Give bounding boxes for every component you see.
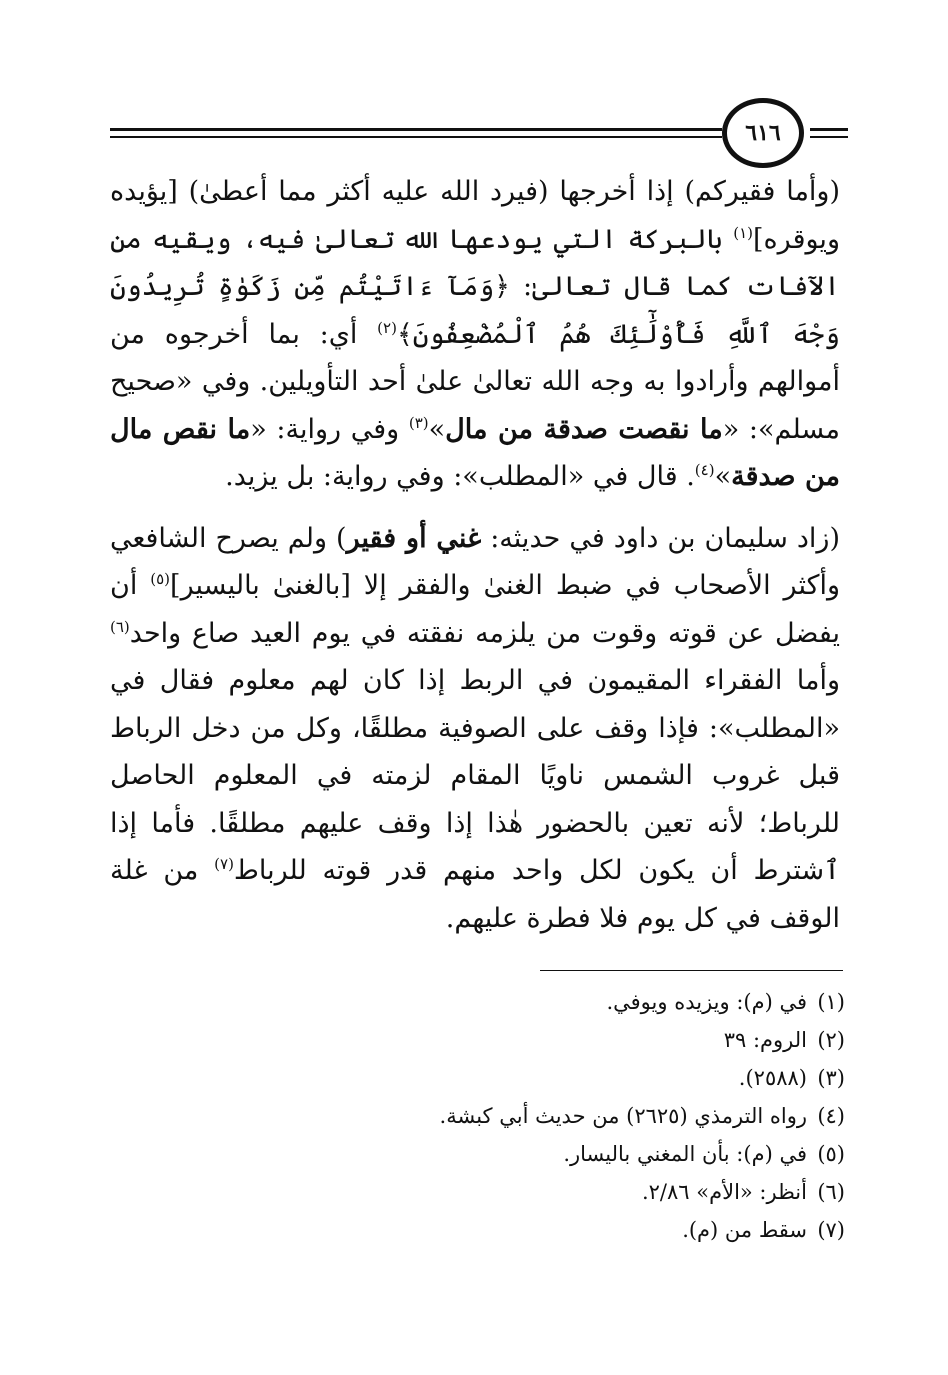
header-rule <box>810 128 848 131</box>
footnote-number: (٦) <box>817 1180 845 1204</box>
footnote-separator <box>540 970 843 971</box>
text-run: » <box>428 413 446 445</box>
text-run: بالبركة التي يودعها الله تعالىٰ فيه، ويقيه من الآفات كما قال تعالىٰ: ﴿وَمَآ ءَاتَيْتُم مِّن زَكَوٰةٍ تُرِيدُونَ وَجْهَ ٱللَّهِ فَأُوْلَٰٓئِكَ هُمُ ٱلْمُضْعِفُونَ﴾ <box>110 223 840 350</box>
footnote-item <box>300 1098 845 1134</box>
bold-text: ما نقص مال من صدقة <box>110 413 840 492</box>
header-rule <box>810 136 848 138</box>
footnote-ref[interactable]: (٢) <box>377 318 397 337</box>
text-run: . قال في «المطلب»: وفي رواية: بل يزيد. <box>225 461 695 492</box>
footnote-number: (٢) <box>817 1028 845 1052</box>
bold-text: ما نقصت صدقة من مال <box>445 413 723 445</box>
text-run: (زاد سليمان بن داود في حديثه: <box>481 522 840 554</box>
footnote-number: (٧) <box>817 1218 845 1242</box>
footnote-item <box>300 1060 845 1096</box>
text-run: وفي رواية: « <box>250 413 409 445</box>
text-run: » <box>714 461 732 492</box>
text-run: أن يفضل عن قوته وقوت من يلزمه نفقته في يوم العيد صاع واحد <box>110 570 840 649</box>
footnote-text: أنظر: «الأم» ٢/٨٦. <box>641 1180 807 1204</box>
text-run: (وأما فقيركم) إذا أخرجها (فيرد الله عليه أكثر مما أعطىٰ) [يؤيده ويوقره] <box>110 176 840 255</box>
footnote-text: الروم: ٣٩ <box>723 1028 807 1052</box>
footnote-item <box>300 1212 845 1248</box>
bold-text: غني أو فقير <box>346 522 482 554</box>
footnote-text: في (م): بأن المغني باليسار. <box>563 1142 807 1166</box>
footnote-number: (٤) <box>817 1104 845 1128</box>
footnote-ref[interactable]: (٦) <box>110 617 130 636</box>
text-run: من غلة الوقف في كل يوم فلا فطرة عليهم. <box>110 855 840 934</box>
footnote-ref[interactable]: (٧) <box>214 855 234 873</box>
footnote-number: (٣) <box>817 1066 845 1090</box>
footnote-text: سقط من (م). <box>682 1218 807 1242</box>
footnote-text: (٢٥٨٨). <box>738 1066 807 1090</box>
footnote-item <box>300 1136 845 1172</box>
footnote-ref[interactable]: (٤) <box>694 461 715 479</box>
footnote-ref[interactable]: (١) <box>733 223 753 242</box>
paragraph-2 <box>110 515 840 943</box>
footnote-item <box>300 1022 845 1058</box>
text-run: ) ولم يصرح الشافعي وأكثر الأصحاب في ضبط الغنىٰ والفقر إلا [بالغنىٰ باليسير] <box>110 522 840 601</box>
footnotes <box>300 984 845 1250</box>
footnote-number: (٥) <box>817 1142 845 1166</box>
header-rule <box>110 128 722 131</box>
text-run: وأما الفقراء المقيمون في الربط إذا كان لهم معلوم فقال في «المطلب»: فإذا وقف على الصوفية مطلقًا، وكل من دخل الرباط قبل غروب الشمس ناويًا المقام لزمته في المعلوم الحاصل للرباط؛ لأنه تعين بالحضور هٰذا إذا وقف عليهم مطلقًا. فأما إذا ٱشترط أن يكون لكل واحد منهم قدر قوته للرباط <box>110 665 840 886</box>
main-text <box>110 168 840 942</box>
paragraph-1 <box>110 168 840 501</box>
header-rule <box>110 136 722 138</box>
footnote-number: (١) <box>817 990 845 1014</box>
footnote-ref[interactable]: (٣) <box>408 413 429 432</box>
footnote-ref[interactable]: (٥) <box>150 570 171 588</box>
text-run: أي: بما أخرجوه من أموالهم وأرادوا به وجه الله تعالىٰ علىٰ أحد التأويلين. وفي «صحيح مسلم»: « <box>110 318 840 445</box>
footnote-text: رواه الترمذي (٢٦٢٥) من حديث أبي كبشة. <box>439 1104 807 1128</box>
footnote-item <box>300 1174 845 1210</box>
footnote-item <box>300 984 845 1020</box>
page-number: ٦١٦ <box>722 98 804 168</box>
footnote-text: في (م): ويزيده ويوفي. <box>606 990 807 1014</box>
page-header <box>110 98 850 178</box>
